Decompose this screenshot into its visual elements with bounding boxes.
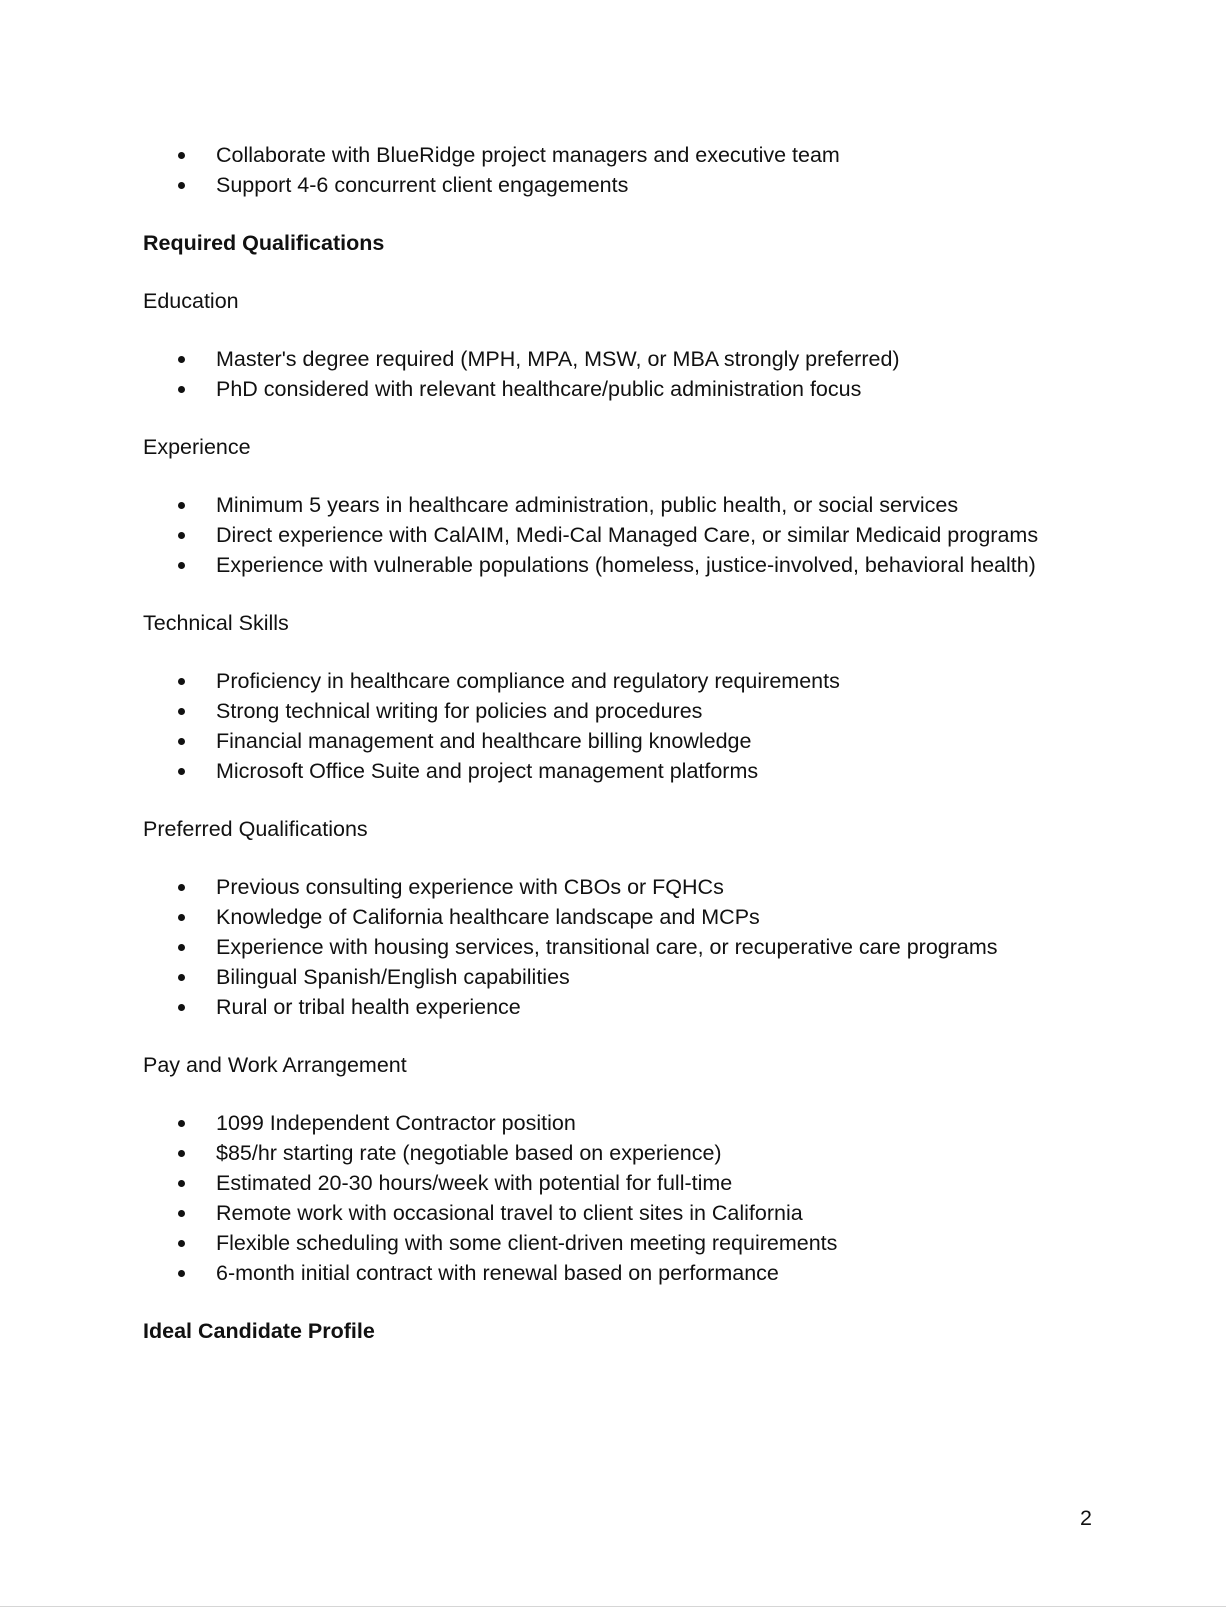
preferred-qualifications-heading: Preferred Qualifications	[143, 817, 368, 841]
list-item-text: Proficiency in healthcare compliance and regulatory requirements	[216, 669, 840, 693]
list-item	[143, 1228, 1083, 1258]
bullet-icon	[178, 708, 185, 715]
bullet-icon	[178, 768, 185, 775]
list-item-text: Master's degree required (MPH, MPA, MSW, or MBA strongly preferred)	[216, 347, 900, 371]
education-heading: Education	[143, 289, 239, 313]
list-item	[143, 992, 1083, 1022]
list-item-text: Experience with housing services, transitional care, or recuperative care programs	[216, 935, 998, 959]
list-item-text: Microsoft Office Suite and project management platforms	[216, 759, 759, 783]
experience-list	[143, 490, 1083, 580]
list-item	[143, 374, 1083, 404]
bullet-icon	[178, 914, 185, 921]
list-item	[143, 1108, 1083, 1138]
bullet-icon	[178, 152, 185, 159]
bullet-icon	[178, 738, 185, 745]
bullet-icon	[178, 182, 185, 189]
responsibilities-list	[143, 140, 1083, 200]
list-item	[143, 666, 1083, 696]
bullet-icon	[178, 678, 185, 685]
bullet-icon	[178, 1270, 185, 1277]
list-item-text: Strong technical writing for policies and procedures	[216, 699, 703, 723]
bullet-icon	[178, 1120, 185, 1127]
required-qualifications-heading: Required Qualifications	[143, 231, 385, 255]
list-item	[143, 872, 1083, 902]
pay-arrangement-heading: Pay and Work Arrangement	[143, 1053, 407, 1077]
document-body	[143, 140, 1083, 1346]
technical-skills-heading: Technical Skills	[143, 611, 289, 635]
list-item-text: Rural or tribal health experience	[216, 995, 521, 1019]
list-item-text: Estimated 20-30 hours/week with potential for full-time	[216, 1171, 733, 1195]
list-item	[143, 1168, 1083, 1198]
bullet-icon	[178, 532, 185, 539]
ideal-candidate-heading: Ideal Candidate Profile	[143, 1319, 375, 1343]
list-item-text: Collaborate with BlueRidge project managers and executive team	[216, 143, 840, 167]
bullet-icon	[178, 884, 185, 891]
list-item	[143, 696, 1083, 726]
list-item	[143, 1198, 1083, 1228]
bullet-icon	[178, 944, 185, 951]
list-item	[143, 1258, 1083, 1288]
preferred-qualifications-list	[143, 872, 1083, 1022]
experience-heading: Experience	[143, 435, 251, 459]
list-item-text: Experience with vulnerable populations (homeless, justice-involved, behavioral health)	[216, 553, 1036, 577]
bullet-icon	[178, 386, 185, 393]
list-item-text: Minimum 5 years in healthcare administration, public health, or social services	[216, 493, 959, 517]
pay-arrangement-list	[143, 1108, 1083, 1288]
list-item-text: Previous consulting experience with CBOs or FQHCs	[216, 875, 724, 899]
list-item-text: 1099 Independent Contractor position	[216, 1111, 576, 1135]
list-item-text: 6-month initial contract with renewal based on performance	[216, 1261, 779, 1285]
bullet-icon	[178, 1180, 185, 1187]
list-item	[143, 140, 1083, 170]
list-item-text: Bilingual Spanish/English capabilities	[216, 965, 570, 989]
page-divider	[0, 1606, 1226, 1607]
education-list	[143, 344, 1083, 404]
bullet-icon	[178, 562, 185, 569]
list-item	[143, 902, 1083, 932]
list-item	[143, 1138, 1083, 1168]
technical-skills-list	[143, 666, 1083, 786]
list-item-text: Remote work with occasional travel to client sites in California	[216, 1201, 803, 1225]
bullet-icon	[178, 1210, 185, 1217]
bullet-icon	[178, 502, 185, 509]
list-item-text: Direct experience with CalAIM, Medi-Cal Managed Care, or similar Medicaid programs	[216, 523, 1039, 547]
list-item-text: Knowledge of California healthcare landscape and MCPs	[216, 905, 760, 929]
list-item	[143, 520, 1083, 550]
list-item	[143, 962, 1083, 992]
list-item-text: Support 4-6 concurrent client engagements	[216, 173, 629, 197]
list-item	[143, 756, 1083, 786]
bullet-icon	[178, 1004, 185, 1011]
list-item	[143, 170, 1083, 200]
list-item	[143, 550, 1083, 580]
list-item	[143, 490, 1083, 520]
bullet-icon	[178, 356, 185, 363]
bullet-icon	[178, 974, 185, 981]
list-item-text: Financial management and healthcare billing knowledge	[216, 729, 752, 753]
list-item	[143, 344, 1083, 374]
list-item-text: PhD considered with relevant healthcare/public administration focus	[216, 377, 862, 401]
bullet-icon	[178, 1150, 185, 1157]
list-item	[143, 726, 1083, 756]
page-number: 2	[1080, 1506, 1092, 1530]
list-item	[143, 932, 1083, 962]
bullet-icon	[178, 1240, 185, 1247]
list-item-text: Flexible scheduling with some client-driven meeting requirements	[216, 1231, 838, 1255]
list-item-text: $85/hr starting rate (negotiable based on experience)	[216, 1141, 722, 1165]
